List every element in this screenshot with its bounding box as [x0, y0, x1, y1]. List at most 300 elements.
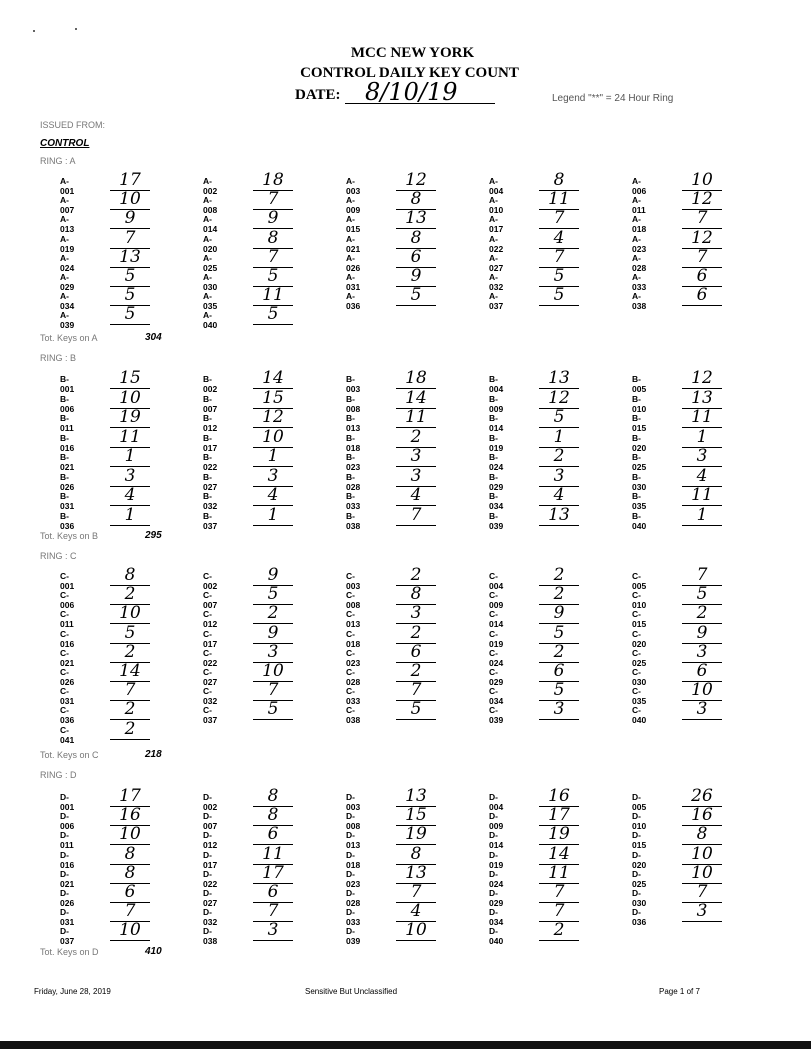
key-code: C-027 [203, 667, 218, 687]
key-count-field[interactable]: 2 [682, 604, 722, 624]
key-count-field[interactable]: 6 [682, 267, 722, 287]
key-code: D-025 [632, 868, 647, 889]
key-code: C-039 [489, 705, 504, 726]
key-count-field[interactable]: 1 [539, 428, 579, 448]
key-count-field[interactable]: 11 [682, 486, 722, 506]
key-code: A-040 [203, 310, 218, 331]
key-count-field[interactable]: 11 [539, 190, 579, 210]
key-count-field[interactable]: 5 [110, 267, 150, 287]
key-count-field[interactable]: 5 [539, 624, 579, 644]
key-code: A-009 [346, 195, 361, 216]
key-count-field[interactable]: 17 [110, 787, 150, 807]
key-code: B-019 [489, 432, 504, 453]
key-code: C-029 [489, 667, 504, 687]
key-code: B-011 [60, 413, 74, 433]
key-count-field[interactable]: 13 [539, 506, 579, 526]
key-count-field[interactable]: 16 [539, 787, 579, 807]
key-count-field[interactable]: 14 [110, 662, 150, 682]
key-count-field[interactable]: 18 [253, 171, 293, 191]
key-code: A-006 [632, 176, 647, 196]
key-count-field[interactable]: 8 [682, 825, 722, 845]
key-count-field[interactable]: 7 [539, 248, 579, 268]
key-code: D-027 [203, 888, 218, 908]
key-code: B-008 [346, 393, 361, 414]
key-count-field[interactable]: 7 [682, 248, 722, 268]
key-count-field[interactable]: 8 [396, 845, 436, 865]
key-code: B-012 [203, 413, 218, 433]
key-code: C-005 [632, 571, 647, 591]
key-code: C-023 [346, 647, 361, 668]
key-count-field[interactable]: 13 [396, 864, 436, 884]
key-count-field[interactable]: 3 [253, 643, 293, 663]
key-count-field[interactable]: 3 [539, 467, 579, 487]
key-code: A-031 [346, 272, 361, 292]
report-title: CONTROL DAILY KEY COUNT [300, 65, 519, 81]
key-code: B-038 [346, 510, 361, 531]
key-count-field[interactable]: 12 [682, 190, 722, 210]
key-code: B-023 [346, 452, 361, 472]
key-code: C-036 [60, 705, 75, 726]
key-count-field[interactable]: 3 [682, 447, 722, 467]
key-count-field[interactable]: 10 [110, 604, 150, 624]
key-count-field[interactable]: 7 [682, 209, 722, 229]
key-code: C-007 [203, 590, 218, 611]
key-count-field[interactable]: 6 [253, 825, 293, 845]
key-count-field[interactable]: 3 [396, 604, 436, 624]
key-code: D-008 [346, 811, 361, 832]
key-code: C-010 [632, 590, 647, 611]
key-count-field[interactable]: 7 [539, 209, 579, 229]
key-code: D-034 [489, 907, 504, 928]
key-code: A-017 [489, 214, 504, 235]
key-code: C-028 [346, 667, 361, 687]
key-count-field[interactable]: 2 [110, 643, 150, 663]
key-code: A-032 [489, 272, 504, 292]
key-count-field[interactable]: 1 [682, 506, 722, 526]
key-code: D-037 [60, 926, 75, 947]
key-count-field[interactable]: 17 [539, 806, 579, 826]
key-code: C-034 [489, 686, 504, 707]
key-code: A-008 [203, 195, 218, 216]
key-count-field[interactable]: 10 [396, 921, 436, 941]
key-count-field[interactable]: 10 [110, 190, 150, 210]
scan-speck [75, 28, 77, 30]
key-count-field[interactable]: 4 [253, 486, 293, 506]
key-code: A-003 [346, 176, 361, 196]
key-count-field[interactable]: 14 [539, 845, 579, 865]
key-code: D-031 [60, 907, 75, 928]
key-code: D-010 [632, 811, 647, 832]
key-count-field[interactable]: 11 [539, 864, 579, 884]
key-count-field[interactable]: 13 [110, 248, 150, 268]
key-code: B-013 [346, 413, 361, 433]
key-count-field[interactable]: 8 [253, 806, 293, 826]
key-code: B-026 [60, 471, 75, 492]
key-count-field[interactable]: 17 [253, 864, 293, 884]
key-code: B-006 [60, 393, 75, 414]
key-count-field[interactable]: 9 [682, 624, 722, 644]
key-code: B-021 [60, 452, 75, 472]
key-code: C-032 [203, 686, 218, 707]
key-count-field[interactable]: 4 [396, 902, 436, 922]
key-code: D-028 [346, 888, 361, 908]
key-code: C-018 [346, 628, 361, 649]
key-count-field[interactable]: 16 [682, 806, 722, 826]
key-count-field[interactable]: 5 [253, 267, 293, 287]
key-code: D-009 [489, 811, 504, 832]
key-code: C-031 [60, 686, 75, 707]
key-count-field[interactable]: 12 [682, 369, 722, 389]
total-label: Tot. Keys on A [40, 333, 98, 343]
key-code: A-038 [632, 291, 647, 312]
key-code: A-024 [60, 252, 75, 273]
key-count-field[interactable]: 7 [253, 902, 293, 922]
issued-from-label: ISSUED FROM: [40, 120, 106, 130]
key-code: C-017 [203, 628, 218, 649]
key-count-field[interactable]: 11 [682, 408, 722, 428]
key-count-field[interactable]: 13 [539, 369, 579, 389]
key-count-field[interactable]: 3 [682, 700, 722, 720]
key-count-field[interactable]: 7 [253, 190, 293, 210]
key-code: B-027 [203, 471, 218, 492]
key-count-field[interactable]: 2 [539, 921, 579, 941]
key-count-field[interactable]: 6 [682, 662, 722, 682]
key-count-field[interactable]: 5 [110, 286, 150, 306]
key-count-field[interactable]: 9 [253, 209, 293, 229]
key-count-field[interactable]: 5 [253, 700, 293, 720]
total-value: 304 [145, 332, 162, 343]
key-count-field[interactable]: 8 [110, 566, 150, 586]
key-code: D-021 [60, 868, 75, 889]
key-count-field[interactable]: 9 [539, 604, 579, 624]
key-count-field[interactable]: 4 [682, 467, 722, 487]
key-count-field[interactable]: 11 [110, 428, 150, 448]
key-code: A-039 [60, 310, 75, 331]
key-code: C-026 [60, 667, 75, 687]
key-count-field[interactable]: 10 [682, 171, 722, 191]
key-code: C-014 [489, 609, 504, 630]
key-count-field[interactable]: 1 [110, 447, 150, 467]
ring-label: RING : A [40, 156, 76, 166]
key-code: D-006 [60, 811, 75, 832]
key-count-field[interactable]: 6 [396, 248, 436, 268]
key-code: B-002 [203, 374, 218, 394]
key-count-field[interactable]: 8 [253, 787, 293, 807]
date-label: DATE: [295, 87, 341, 103]
key-count-field[interactable]: 2 [110, 720, 150, 740]
key-code: B-004 [489, 374, 504, 394]
key-code: C-016 [60, 628, 75, 649]
total-label: Tot. Keys on D [40, 947, 99, 957]
key-code: B-025 [632, 452, 647, 472]
key-code: D-039 [346, 926, 361, 947]
ring-label: RING : B [40, 353, 77, 363]
key-count-field[interactable]: 15 [396, 806, 436, 826]
key-code: D-001 [60, 792, 75, 812]
key-count-field[interactable]: 4 [396, 486, 436, 506]
key-code: D-036 [632, 907, 647, 928]
key-count-field[interactable]: 8 [396, 229, 436, 249]
key-count-field[interactable]: 12 [253, 408, 293, 428]
key-count-field[interactable]: 10 [682, 681, 722, 701]
key-count-field[interactable]: 10 [110, 825, 150, 845]
key-count-field[interactable]: 12 [539, 389, 579, 409]
key-code: B-014 [489, 413, 504, 433]
key-count-field[interactable]: 12 [682, 229, 722, 249]
key-count-field[interactable]: 7 [396, 506, 436, 526]
key-code: B-007 [203, 393, 218, 414]
key-code: C-037 [203, 705, 218, 726]
key-count-field[interactable]: 3 [396, 447, 436, 467]
key-count-field[interactable]: 11 [253, 845, 293, 865]
key-count-field[interactable]: 15 [110, 369, 150, 389]
key-count-field[interactable]: 7 [110, 902, 150, 922]
key-count-field[interactable]: 2 [396, 428, 436, 448]
key-count-field[interactable]: 7 [539, 883, 579, 903]
key-count-field[interactable]: 19 [396, 825, 436, 845]
key-count-field[interactable]: 11 [396, 408, 436, 428]
key-count-field[interactable]: 2 [539, 566, 579, 586]
key-count-field[interactable]: 9 [253, 624, 293, 644]
key-code: C-013 [346, 609, 361, 630]
key-code: D-013 [346, 830, 361, 851]
key-count-field[interactable]: 3 [682, 643, 722, 663]
key-count-field[interactable]: 5 [253, 305, 293, 325]
location-label: CONTROL [40, 138, 90, 149]
key-count-field[interactable]: 14 [253, 369, 293, 389]
key-code: A-021 [346, 233, 361, 254]
key-count-field[interactable]: 1 [253, 447, 293, 467]
key-code: B-003 [346, 374, 361, 394]
key-count-field[interactable]: 11 [253, 286, 293, 306]
key-code: D-033 [346, 907, 361, 928]
key-code: A-010 [489, 195, 504, 216]
key-code: A-015 [346, 214, 361, 235]
key-count-field[interactable]: 6 [253, 883, 293, 903]
key-code: B-022 [203, 452, 218, 472]
key-count-field[interactable]: 2 [396, 566, 436, 586]
key-count-field[interactable]: 5 [539, 681, 579, 701]
key-count-field[interactable]: 2 [539, 447, 579, 467]
key-count-field[interactable]: 5 [539, 267, 579, 287]
key-code: C-001 [60, 571, 75, 591]
key-count-field[interactable]: 10 [253, 428, 293, 448]
key-code: C-030 [632, 667, 647, 687]
total-value: 295 [145, 530, 162, 541]
key-code: B-036 [60, 510, 75, 531]
key-count-field[interactable]: 10 [682, 845, 722, 865]
key-count-field[interactable]: 2 [396, 662, 436, 682]
key-code: A-030 [203, 272, 218, 292]
key-count-field[interactable]: 8 [253, 229, 293, 249]
footer-date: Friday, June 28, 2019 [34, 987, 111, 996]
key-count-field[interactable]: 5 [396, 700, 436, 720]
key-code: A-027 [489, 252, 504, 273]
key-count-field[interactable]: 10 [110, 921, 150, 941]
key-code: D-020 [632, 849, 647, 870]
key-code: A-025 [203, 252, 218, 273]
key-code: B-024 [489, 452, 504, 472]
key-count-field[interactable]: 4 [539, 486, 579, 506]
key-code: A-007 [60, 195, 75, 216]
scan-border [0, 1041, 811, 1049]
key-code: B-029 [489, 471, 504, 492]
key-count-field[interactable]: 2 [539, 585, 579, 605]
key-count-field[interactable]: 5 [396, 286, 436, 306]
key-code: D-016 [60, 849, 75, 870]
key-code: D-029 [489, 888, 504, 908]
ring-label: RING : D [40, 770, 77, 780]
key-code: B-030 [632, 471, 647, 492]
key-count-field[interactable]: 5 [539, 286, 579, 306]
key-code: D-017 [203, 849, 218, 870]
key-code: B-001 [60, 374, 75, 394]
key-code: A-019 [60, 233, 75, 254]
key-code: B-032 [203, 491, 218, 511]
key-count-field[interactable]: 14 [396, 389, 436, 409]
key-count-field[interactable]: 3 [253, 921, 293, 941]
key-code: A-013 [60, 214, 75, 235]
key-count-field[interactable]: 12 [396, 171, 436, 191]
key-code: A-014 [203, 214, 218, 235]
total-label: Tot. Keys on C [40, 750, 99, 760]
total-value: 218 [145, 749, 162, 760]
key-code: A-023 [632, 233, 647, 254]
key-code: B-034 [489, 491, 504, 511]
key-count-field[interactable]: 8 [396, 585, 436, 605]
key-count-field[interactable]: 1 [110, 506, 150, 526]
key-code: C-011 [60, 609, 74, 630]
key-code: C-022 [203, 647, 218, 668]
key-count-field[interactable]: 10 [682, 864, 722, 884]
key-code: D-018 [346, 849, 361, 870]
key-count-field[interactable]: 16 [110, 806, 150, 826]
key-code: B-031 [60, 491, 75, 511]
key-code: D-005 [632, 792, 647, 812]
key-count-field[interactable]: 2 [110, 585, 150, 605]
key-code: B-033 [346, 491, 361, 511]
key-code: C-025 [632, 647, 647, 668]
total-value: 410 [145, 946, 162, 957]
key-count-field[interactable]: 4 [110, 486, 150, 506]
key-code: D-030 [632, 888, 647, 908]
key-code: A-026 [346, 252, 361, 273]
key-count-field[interactable]: 26 [682, 787, 722, 807]
key-count-field[interactable]: 7 [110, 229, 150, 249]
key-code: D-015 [632, 830, 647, 851]
key-count-field[interactable]: 7 [396, 883, 436, 903]
key-code: B-035 [632, 491, 647, 511]
key-count-field[interactable]: 3 [396, 467, 436, 487]
key-code: D-014 [489, 830, 504, 851]
legend: Legend "**" = 24 Hour Ring [552, 93, 674, 104]
key-code: A-028 [632, 252, 647, 273]
key-count-field[interactable]: 13 [396, 209, 436, 229]
key-count-field[interactable]: 7 [396, 681, 436, 701]
key-code: A-034 [60, 291, 75, 312]
key-code: B-039 [489, 510, 504, 531]
key-count-field[interactable]: 6 [396, 643, 436, 663]
key-count-field[interactable]: 10 [110, 389, 150, 409]
key-count-field[interactable]: 3 [253, 467, 293, 487]
key-count-field[interactable]: 2 [539, 643, 579, 663]
key-count-field[interactable]: 13 [682, 389, 722, 409]
key-code: C-024 [489, 647, 504, 668]
key-code: C-040 [632, 705, 647, 726]
key-code: A-033 [632, 272, 647, 292]
key-code: D-026 [60, 888, 75, 908]
key-count-field[interactable]: 9 [110, 209, 150, 229]
key-count-field[interactable]: 15 [253, 389, 293, 409]
key-count-field[interactable]: 13 [396, 787, 436, 807]
key-count-field[interactable]: 9 [396, 267, 436, 287]
key-count-field[interactable]: 9 [253, 566, 293, 586]
key-count-field[interactable]: 19 [539, 825, 579, 845]
key-count-field[interactable]: 8 [396, 190, 436, 210]
key-code: C-035 [632, 686, 647, 707]
key-count-field[interactable]: 6 [110, 883, 150, 903]
key-count-field[interactable]: 7 [539, 902, 579, 922]
key-count-field[interactable]: 5 [682, 585, 722, 605]
key-count-field[interactable]: 7 [110, 681, 150, 701]
key-count-field[interactable]: 6 [682, 286, 722, 306]
key-count-field[interactable]: 3 [110, 467, 150, 487]
key-count-field[interactable]: 7 [682, 566, 722, 586]
key-count-field[interactable]: 18 [396, 369, 436, 389]
key-count-field[interactable]: 4 [539, 229, 579, 249]
key-code: B-018 [346, 432, 361, 453]
key-count-field[interactable]: 7 [253, 248, 293, 268]
key-count-field[interactable]: 1 [253, 506, 293, 526]
key-code: C-008 [346, 590, 361, 611]
key-code: B-017 [203, 432, 218, 453]
institution-title: MCC NEW YORK [350, 45, 475, 61]
key-code: D-011 [60, 830, 74, 851]
key-code: B-040 [632, 510, 647, 531]
key-code: B-009 [489, 393, 504, 414]
key-count-field[interactable]: 7 [253, 681, 293, 701]
key-count-field[interactable]: 5 [110, 305, 150, 325]
key-count-field[interactable]: 6 [539, 662, 579, 682]
key-count-field[interactable]: 8 [110, 845, 150, 865]
key-count-field[interactable]: 8 [110, 864, 150, 884]
key-code: C-002 [203, 571, 218, 591]
key-code: B-016 [60, 432, 75, 453]
key-count-field[interactable]: 5 [253, 585, 293, 605]
key-count-field[interactable]: 8 [539, 171, 579, 191]
key-code: C-004 [489, 571, 504, 591]
key-code: B-028 [346, 471, 361, 492]
key-count-field[interactable]: 19 [110, 408, 150, 428]
date-value: 8/10/19 [365, 78, 458, 106]
key-count-field[interactable]: 3 [682, 902, 722, 922]
key-count-field[interactable]: 3 [539, 700, 579, 720]
scan-speck [33, 30, 35, 32]
key-count-field[interactable]: 2 [396, 624, 436, 644]
key-code: B-005 [632, 374, 647, 394]
key-code: A-001 [60, 176, 75, 196]
key-code: B-037 [203, 510, 218, 531]
key-count-field[interactable]: 7 [682, 883, 722, 903]
key-count-field[interactable]: 5 [539, 408, 579, 428]
key-count-field[interactable]: 10 [253, 662, 293, 682]
key-count-field[interactable]: 17 [110, 171, 150, 191]
key-count-field[interactable]: 5 [110, 624, 150, 644]
key-count-field[interactable]: 1 [682, 428, 722, 448]
key-code: A-002 [203, 176, 218, 196]
key-count-field[interactable]: 2 [110, 700, 150, 720]
key-count-field[interactable]: 2 [253, 604, 293, 624]
